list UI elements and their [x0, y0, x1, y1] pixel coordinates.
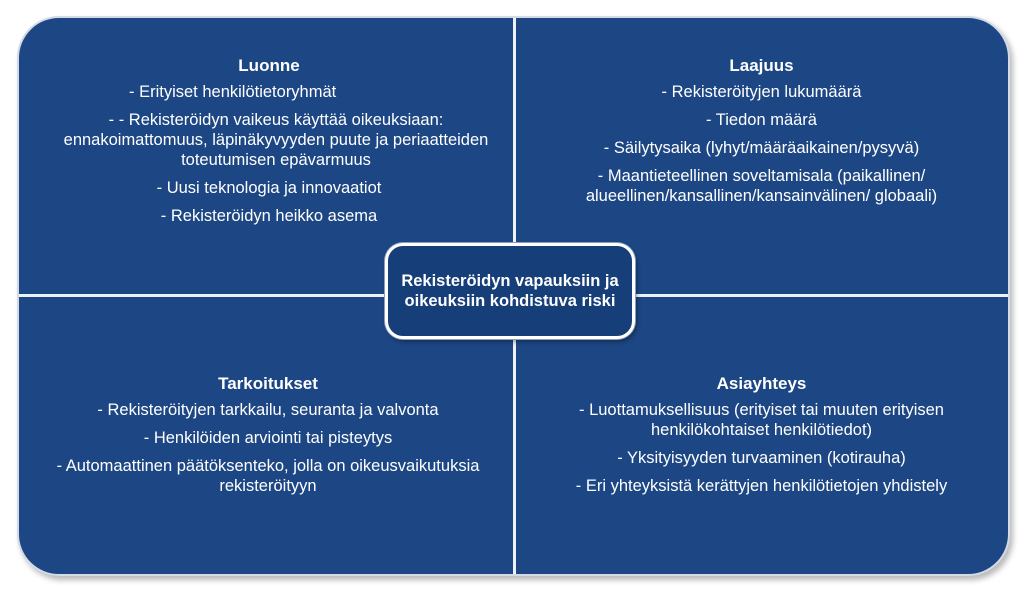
quadrant-title: Luonne — [238, 56, 300, 75]
list-item: - Eri yhteyksistä kerättyjen henkilötietojen yhdistely — [575, 477, 948, 495]
list-item: - Rekisteröidyn heikko asema — [160, 207, 378, 225]
quadrant-asiayhteys — [539, 373, 984, 504]
list-item: - Luottamuksellisuus (erityiset tai muuten erityisen henkilökohtaiset henkilötiedot) — [579, 401, 944, 439]
quadrant-title: Asiayhteys — [716, 374, 807, 393]
list-item: - - Rekisteröidyn vaikeus käyttää oikeuksiaan: ennakoimattomuus, läpinäkyvyyden puute ja periaatteiden toteutumisen epävarmuus — [63, 111, 489, 169]
center-label: Rekisteröidyn vapauksiin ja oikeuksiin kohdistuva riski — [401, 272, 619, 310]
list-item: - Rekisteröityjen tarkkailu, seuranta ja valvonta — [97, 401, 439, 419]
list-item: - Henkilöiden arviointi tai pisteytys — [143, 429, 393, 447]
list-item: - Erityiset henkilötietoryhmät — [129, 83, 337, 101]
quadrant-title: Tarkoitukset — [218, 374, 318, 393]
list-item: - Rekisteröityjen lukumäärä — [661, 83, 862, 101]
list-item: - Tiedon määrä — [706, 111, 817, 129]
list-item: - Maantieteellinen soveltamisala (paikallinen/ alueellinen/kansallinen/kansainvälinen/ globaali) — [585, 167, 938, 205]
list-item: - Säilytysaika (lyhyt/määräaikainen/pysyvä) — [603, 139, 920, 157]
quadrant-laajuus — [539, 55, 984, 214]
list-item: - Yksityisyyden turvaaminen (kotirauha) — [617, 449, 906, 467]
center-risk-box — [385, 243, 635, 339]
quadrant-luonne — [49, 55, 489, 234]
list-item: - Automaattinen päätöksenteko, jolla on oikeusvaikutuksia rekisteröityyn — [56, 457, 480, 495]
quadrant-title: Laajuus — [729, 56, 794, 75]
list-item: - Uusi teknologia ja innovaatiot — [156, 179, 382, 197]
quadrant-tarkoitukset — [33, 373, 503, 504]
